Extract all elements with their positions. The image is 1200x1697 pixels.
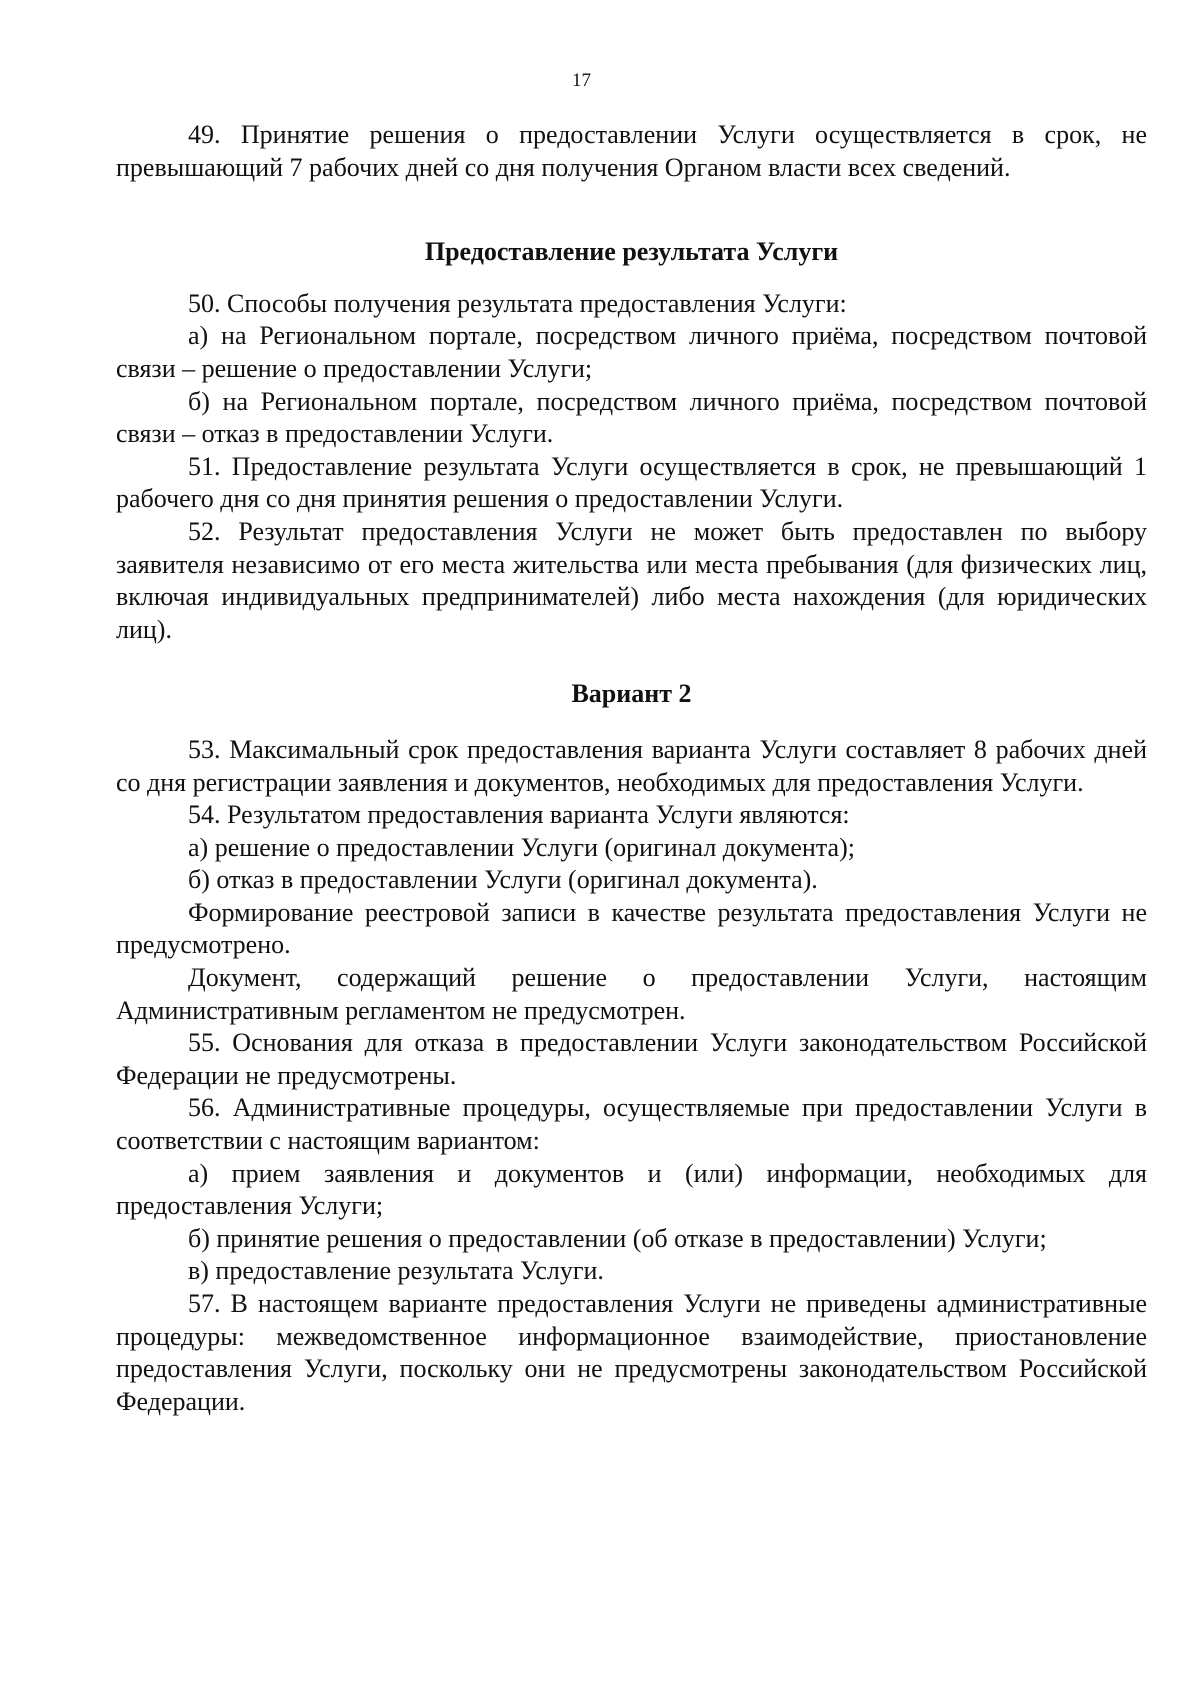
paragraph-56-b: б) принятие решения о предоставлении (об отказе в предоставлении) Услуги;: [188, 1223, 1047, 1253]
paragraph-54-a: а) решение о предоставлении Услуги (оригинал документа);: [188, 832, 855, 862]
document-body: [116, 119, 1147, 1418]
paragraph-50-a: а) на Региональном портале, посредством личного приёма, посредством почтовой связи – решение о предоставлении Услуги;: [116, 321, 1147, 383]
paragraph-55: 55. Основания для отказа в предоставлении Услуги законодательством Российской Федерации не предусмотрены.: [116, 1028, 1147, 1090]
paragraph-53: 53. Максимальный срок предоставления варианта Услуги составляет 8 рабочих дней со дня регистрации заявления и документов, необходимых для предоставления Услуги.: [116, 734, 1147, 797]
section-heading-result: Предоставление результата Услуги: [424, 237, 839, 267]
paragraph-50: 50. Способы получения результата предоставления Услуги:: [188, 288, 847, 318]
paragraph-56-a: а) прием заявления и документов и (или) информации, необходимых для предоставления Услуги;: [116, 1158, 1147, 1221]
paragraph-52: 52. Результат предоставления Услуги не может быть предоставлен по выбору заявителя независимо от его места жительства или места пребывания (для физических лиц, включая индивидуальных предпринимателей) либо места нахождения (для юридических лиц).: [116, 516, 1147, 644]
paragraph-50-b: б) на Региональном портале, посредством личного приёма, посредством почтовой связи – отказ в предоставлении Услуги.: [116, 386, 1147, 449]
paragraph-51: 51. Предоставление результата Услуги осуществляется в срок, не превышающий 1 рабочего дня со дня принятия решения о предоставлении Услуги.: [116, 451, 1147, 514]
section-heading-variant-2: Вариант 2: [571, 679, 692, 709]
paragraph-56-c: в) предоставление результата Услуги.: [188, 1256, 604, 1286]
paragraph-54: 54. Результатом предоставления варианта Услуги являются:: [188, 800, 850, 830]
paragraph-56: 56. Административные процедуры, осуществляемые при предоставлении Услуги в соответствии с настоящим вариантом:: [116, 1093, 1147, 1156]
paragraph-49: 49. Принятие решения о предоставлении Услуги осуществляется в срок, не превышающий 7 рабочих дней со дня получения Органом власти всех сведений.: [116, 120, 1147, 182]
paragraph-57: 57. В настоящем варианте предоставления Услуги не приведены административные процедуры: межведомственное информационное взаимодействие, приостановление предоставления Услуги, поскольку они не предусмотрены законодательством Российской Федерации.: [116, 1289, 1147, 1416]
paragraph-54-b: б) отказ в предоставлении Услуги (оригинал документа).: [188, 865, 818, 895]
paragraph-decision-document: Документ, содержащий решение о предоставлении Услуги, настоящим Административным регламентом не предусмотрен.: [116, 963, 1147, 1025]
paragraph-registry-record: Формирование реестровой записи в качестве результата предоставления Услуги не предусмотрено.: [116, 897, 1147, 960]
page-number: 17: [572, 70, 591, 91]
